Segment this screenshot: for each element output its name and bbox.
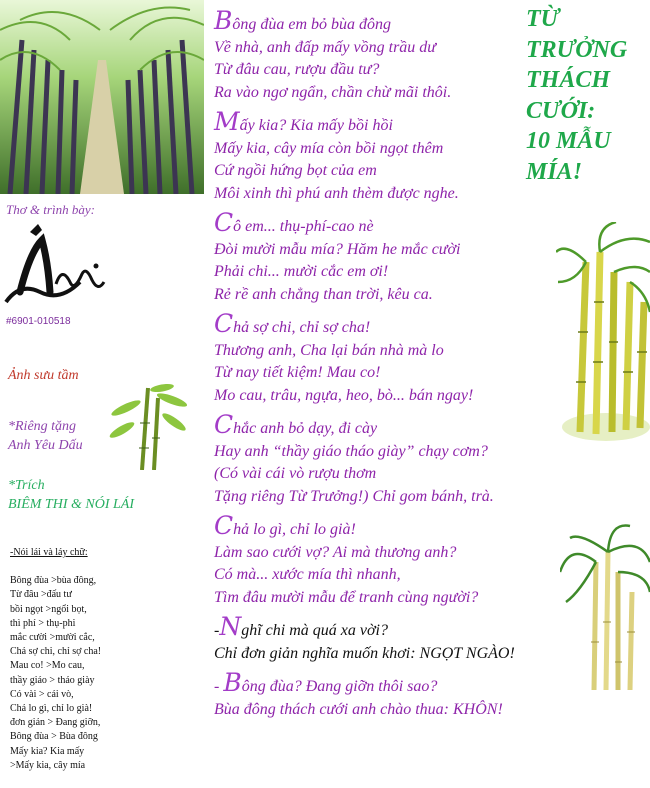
author-credit-label: Thơ & trình bày: — [6, 202, 95, 217]
poem-code: #6901-010518 — [6, 316, 71, 327]
drop-cap: C — [214, 208, 234, 237]
line-text: ấy kia? Kia mấy bồi hồi — [239, 117, 393, 134]
note-line: Mấy kia? Kia mấy — [10, 745, 85, 757]
title-line: CƯỚI: — [526, 97, 596, 124]
drop-cap: B — [214, 6, 233, 35]
poem-line: (Có vài cái vò rượu thơm — [214, 465, 377, 482]
stanza-first-line — [214, 6, 554, 37]
stanza — [214, 309, 554, 407]
bamboo-illustration — [102, 378, 192, 470]
poem-line: Phải chi... mười cắc em ơi! — [214, 263, 389, 280]
sugarcane-stalks-icon — [560, 522, 650, 690]
title-line: TỪ — [526, 6, 560, 32]
title-line: THÁCH — [526, 67, 611, 93]
note-line: Có vài > cái vò, — [10, 688, 74, 700]
stanza-first-line — [214, 511, 554, 542]
calligraphy-signature-icon — [0, 222, 110, 312]
poem-body — [214, 6, 554, 728]
stanza — [214, 208, 554, 306]
signature-logo — [0, 222, 110, 312]
closing-line: Bùa đông thách cưới anh chào thua: KHÔN! — [214, 700, 503, 718]
line-text: ô em... thụ-phí-cao nè — [233, 218, 374, 235]
excerpt-source — [8, 476, 134, 514]
sugarcane-icon — [556, 222, 650, 442]
poem-title — [526, 4, 650, 187]
poem-line: Từ nay tiết kiệm! Mau co! — [214, 364, 381, 381]
poem-line: Có mà... xước mía thì nhanh, — [214, 566, 401, 583]
bamboo-icon — [102, 378, 192, 470]
drop-cap: C — [214, 511, 234, 540]
line-text: ông đùa? Đang giỡn thôi sao? — [241, 678, 438, 695]
dash-prefix: - — [214, 678, 224, 695]
poem-line: Đòi mười mẫu mía? Hăm he mắc cười — [214, 240, 461, 258]
excerpt-line: *Trích — [8, 478, 45, 493]
drop-cap: N — [219, 612, 242, 641]
note-line: thầy giáo > tháo giày — [10, 674, 95, 686]
poem-line: Từ đâu cau, rượu đầu tư? — [214, 61, 380, 78]
dedication-line: *Riêng tặng — [8, 419, 77, 434]
note-line: mắc cười >mười cắc, — [10, 632, 95, 644]
dedication-line: Anh Yêu Dấu — [8, 438, 83, 453]
dash-prefix: - — [214, 622, 220, 639]
stanza — [214, 511, 554, 609]
poem-line: Tặng riêng Từ Trưởng!) Chỉ gom bánh, trà. — [214, 487, 494, 505]
drop-cap: C — [214, 309, 234, 338]
note-line: Bông đùa >bùa đông, — [10, 575, 97, 587]
note-line: bồi ngọt >ngổi bọt, — [10, 603, 87, 615]
sugarcane-field-image — [0, 0, 204, 194]
notes-title: -Nói lái và láy chữ: — [10, 547, 88, 558]
note-line: Bông đùa > Bùa đông — [10, 731, 98, 743]
dedication — [8, 417, 83, 455]
closing-stanza — [214, 668, 554, 721]
line-text: ghĩ chi mà quá xa vời? — [241, 622, 388, 639]
drop-cap: B — [223, 668, 242, 697]
stanza — [214, 6, 554, 104]
title-line: TRƯỞNG — [526, 36, 628, 63]
wordplay-notes — [10, 546, 101, 773]
title-line: MÍA! — [526, 158, 583, 185]
closing-stanza — [214, 612, 554, 665]
poem-line: Tìm đâu mười mẫu để tranh cùng người? — [214, 588, 479, 606]
poem-line: Thương anh, Cha lại bán nhà mà lo — [214, 341, 444, 359]
stanza-first-line — [214, 208, 554, 239]
note-line: Từ đâu >đấu tư — [10, 589, 72, 601]
poem-line: Làm sao cưới vợ? Ai mà thương anh? — [214, 543, 457, 561]
note-line: Chả sợ chi, chỉ sợ cha! — [10, 646, 102, 658]
sugarcane-stalks-illustration — [560, 522, 650, 690]
line-text: ông đùa em bỏ bùa đông — [232, 16, 392, 33]
poem-line: Mấy kia, cây mía còn bồi ngọt thêm — [214, 139, 444, 157]
note-line: Chả lo gì, chỉ lo già! — [10, 703, 93, 715]
stanza-first-line — [214, 410, 554, 441]
poem-line: Môi xinh thì phú anh thèm được nghe. — [214, 184, 459, 202]
drop-cap: M — [214, 107, 240, 136]
excerpt-line: BIÊM THI & NÓI LÁI — [8, 497, 134, 512]
note-line: thì phí > thụ-phi — [10, 617, 76, 629]
poem-line: Ra vào ngơ ngẩn, chần chừ mãi thôi. — [214, 83, 452, 101]
stanza — [214, 107, 554, 205]
photo-credit: Ảnh sưu tầm — [8, 368, 79, 383]
poem-line: Rẻ rề anh chẳng than trời, kêu ca. — [214, 285, 433, 303]
line-text: hả sợ chi, chỉ sợ cha! — [233, 319, 371, 336]
closing-first-line — [214, 612, 554, 643]
drop-cap: C — [214, 410, 234, 439]
closing-first-line — [214, 668, 554, 699]
sugarcane-field-photo — [0, 0, 204, 194]
poem-line: Hay anh “thầy giáo tháo giày” chạy cơm? — [214, 442, 488, 460]
sugarcane-illustration — [556, 222, 650, 442]
line-text: hắc anh bỏ dạy, đi cày — [233, 420, 378, 437]
stanza-first-line — [214, 309, 554, 340]
poem-line: Cứ ngồi hứng bọt của em — [214, 162, 377, 179]
line-text: hả lo gì, chỉ lo già! — [233, 521, 356, 538]
poem-line: Về nhà, anh đấp mấy vồng trầu dư — [214, 38, 437, 56]
note-line: >Mấy kia, cây mía — [10, 759, 86, 771]
closing-line: Chỉ đơn giản nghĩa muốn khơi: NGỌT NGÀO! — [214, 644, 515, 662]
note-line: Mau co! >Mo cau, — [10, 660, 85, 672]
stanza-first-line — [214, 107, 554, 138]
note-line: đơn giản > Đang giỡn, — [10, 717, 101, 729]
poem-line: Mo cau, trâu, ngựa, heo, bò... bán ngay! — [214, 386, 474, 404]
title-line: 10 MẪU — [526, 128, 611, 154]
stanza — [214, 410, 554, 508]
